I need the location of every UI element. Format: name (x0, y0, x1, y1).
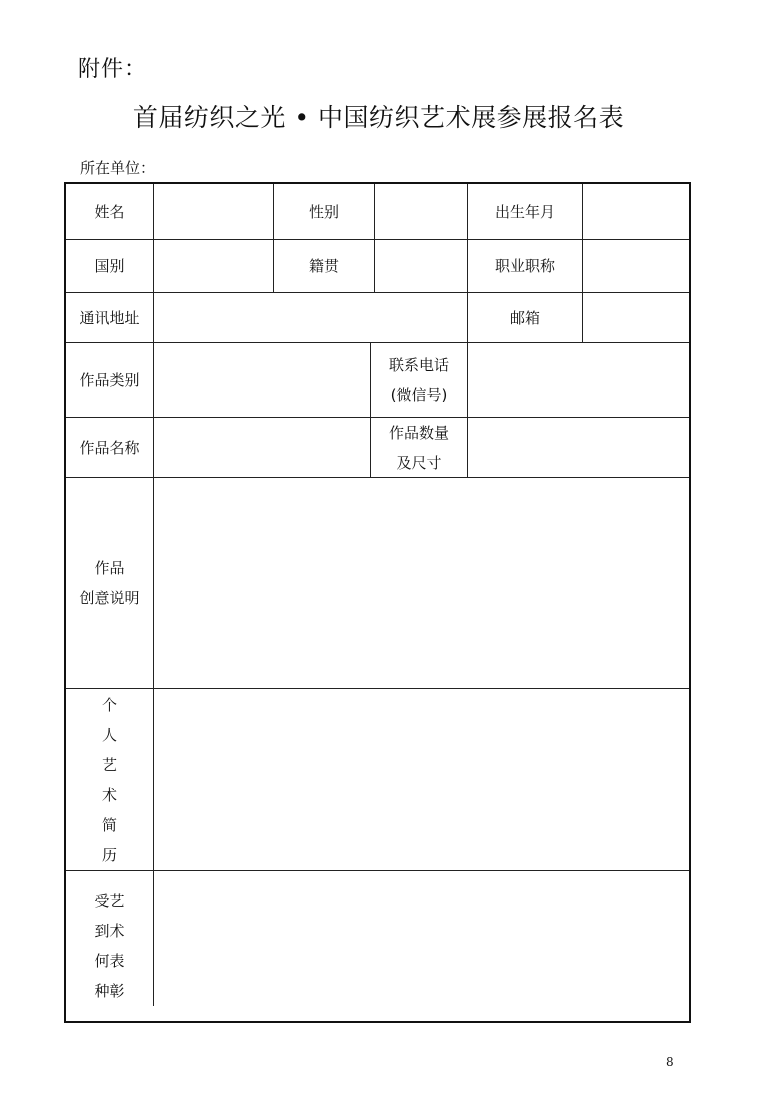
name-field[interactable] (154, 184, 273, 239)
label-birth: 出生年月 (494, 202, 555, 221)
birth-field[interactable] (583, 184, 689, 239)
quantity-size-field[interactable] (468, 418, 689, 477)
resume-char: 艺 (101, 755, 117, 774)
awards-label-line: 到术 (94, 922, 125, 940)
label-job-title: 职业职称 (494, 257, 555, 275)
label-work-category: 作品类别 (79, 371, 140, 389)
label-nationality: 国别 (94, 257, 125, 275)
registration-table (64, 182, 691, 1023)
resume-char: 术 (101, 785, 117, 804)
quantity-label-line1: 作品数量 (388, 423, 449, 442)
label-address: 通讯地址 (79, 308, 140, 327)
unit-label: 所在单位： (80, 159, 156, 177)
phone-label-line1: 联系电话 (388, 356, 449, 374)
creative-label-line2: 创意说明 (79, 589, 140, 607)
label-gender: 性别 (308, 202, 339, 221)
label-work-name: 作品名称 (79, 438, 140, 457)
awards-label-line: 受艺 (94, 892, 125, 910)
label-phone (371, 343, 467, 417)
creative-description-field[interactable] (154, 478, 689, 688)
awards-label-line: 何表 (94, 952, 125, 970)
phone-field[interactable] (468, 343, 689, 417)
page-number: 8 (666, 1055, 674, 1069)
quantity-label-line2: 及尺寸 (396, 453, 442, 472)
label-email: 邮箱 (509, 308, 540, 327)
label-awards (66, 871, 153, 1021)
gender-field[interactable] (375, 184, 467, 239)
label-creative-description (66, 478, 153, 688)
phone-label-line2: (微信号) (390, 386, 448, 404)
attachment-label: 附件： (78, 57, 148, 82)
work-category-field[interactable] (154, 343, 370, 417)
work-name-field[interactable] (154, 418, 370, 477)
label-quantity-size (371, 418, 467, 477)
address-field[interactable] (154, 293, 467, 342)
resume-char: 简 (101, 815, 117, 834)
job-title-field[interactable] (583, 240, 689, 292)
form-title: 首届纺织之光 • 中国纺织艺术展参展报名表 (132, 103, 625, 132)
personal-resume-field[interactable] (154, 689, 689, 870)
resume-char: 历 (101, 845, 117, 864)
awards-field[interactable] (154, 871, 689, 1021)
nationality-field[interactable] (154, 240, 273, 292)
awards-label-line: 种彰 (94, 982, 125, 1000)
email-field[interactable] (583, 293, 689, 342)
label-name: 姓名 (94, 202, 125, 221)
resume-char: 人 (101, 725, 117, 744)
label-personal-resume (66, 689, 153, 870)
creative-label-line1: 作品 (94, 559, 125, 577)
native-place-field[interactable] (375, 240, 467, 292)
resume-char: 个 (101, 695, 117, 714)
label-native-place: 籍贯 (308, 257, 339, 275)
